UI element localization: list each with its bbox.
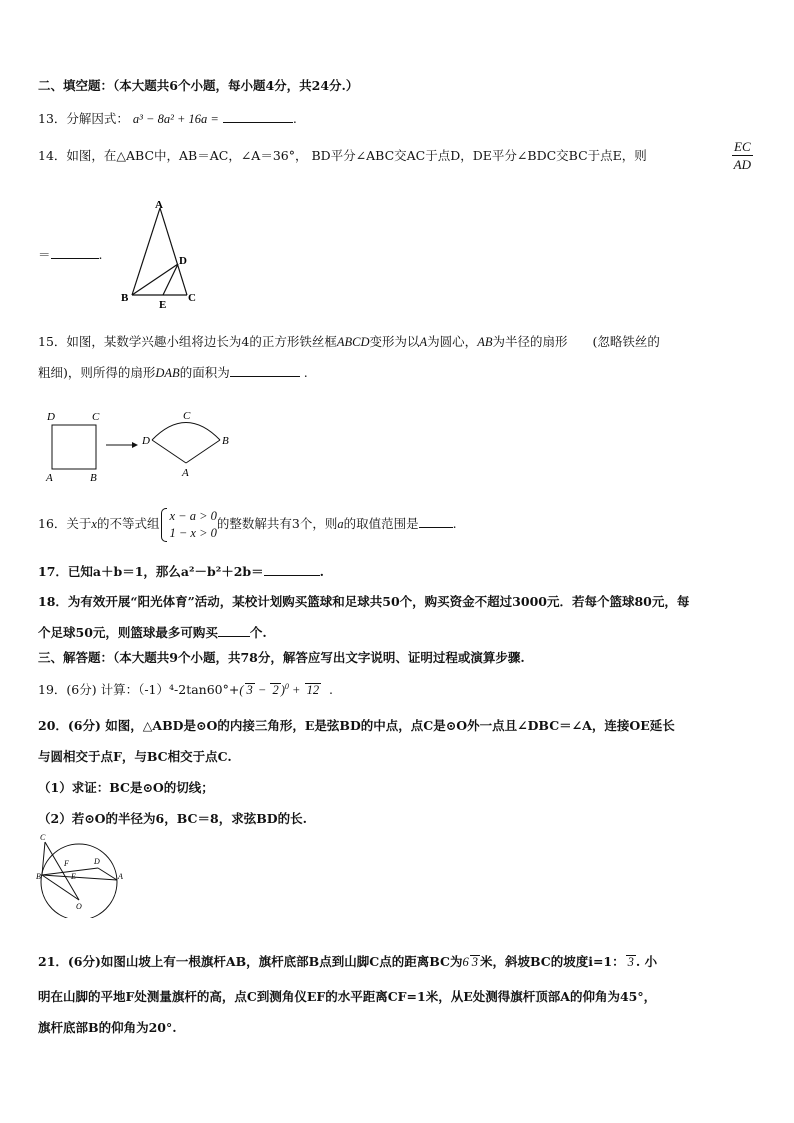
question-18-line1: 18．为有效开展“阳光体育”活动，某校计划购买篮球和足球共50个，购买资金不超过3000元．若每个篮球80元，每 — [38, 594, 690, 609]
q16-inequality-system — [161, 508, 216, 542]
question-20-part1: （1）求证：BC是⊙O的切线； — [38, 780, 214, 795]
q18-answer-blank[interactable] — [218, 624, 250, 637]
label-o: O — [76, 902, 82, 911]
sector-label-a: A — [182, 467, 189, 479]
question-17 — [38, 563, 324, 580]
q16-text-2: 的不等式组 — [96, 516, 160, 531]
q16-text-4: 的取值范围是 — [343, 516, 419, 531]
square-label-c: C — [92, 411, 100, 423]
q14-fraction-denominator: AD — [733, 157, 751, 172]
question-21-line3: 旗杆底部B的仰角为20°. — [38, 1020, 177, 1035]
sector-arc — [152, 423, 220, 441]
q21-slope-ratio: 3 — [627, 955, 634, 969]
label-f: F — [64, 859, 69, 868]
q15-end: . — [303, 365, 308, 380]
square-label-b: B — [90, 472, 97, 484]
label-a: A — [118, 872, 123, 881]
section-heading-fill-in: 二、填空题：（本大题共6个小题，每小题4分，共24分.） — [38, 78, 359, 93]
label-d: D — [94, 857, 100, 866]
question-21-line1 — [38, 954, 657, 970]
question-20-part2: （2）若⊙O的半径为6，BC＝8，求弦BD的长. — [38, 811, 307, 826]
question-21-line2: 明在山脚的平地F处测量旗杆的高，点C到测角仪EF的水平距离CF=1米，从E处测得旗杆顶部A的仰角为45°， — [38, 989, 657, 1004]
edge-ab — [132, 208, 160, 295]
q13-answer-blank[interactable] — [223, 110, 293, 123]
q14-fraction-numerator: EC — [734, 139, 751, 154]
q19-end: . — [329, 682, 334, 697]
segment-bc — [42, 842, 45, 875]
q16-inequality-1: x − a > 0 — [169, 508, 217, 523]
q13-expression: a³ − 8a² + 16a = — [132, 112, 219, 126]
question-14 — [38, 148, 647, 164]
q15-square-to-sector-figure — [40, 405, 240, 485]
sector-label-d: D — [142, 435, 150, 447]
q14-fraction — [728, 138, 753, 173]
label-b: B — [36, 872, 41, 881]
label-b: B — [121, 292, 129, 304]
q15-text-1: 15．如图，某数学兴趣小组将边长为4的正方形铁丝框 — [38, 334, 337, 349]
q16-a: a — [337, 517, 344, 531]
q20-circle-figure — [36, 830, 132, 918]
question-15-line1 — [38, 334, 660, 350]
question-13: 13．分解因式： a³ − 8a² + 16a = . — [38, 111, 297, 126]
q15-text-2: 变形为以 — [369, 334, 420, 349]
q14-equals: ＝ — [38, 247, 51, 262]
q19-text: 19．(6分) 计算：（-1）⁴-2tan60°+ — [38, 682, 240, 697]
square-abcd — [52, 425, 96, 469]
q14-answer-blank[interactable] — [51, 246, 99, 259]
q17-answer-blank[interactable] — [264, 563, 320, 576]
sector-label-c: C — [183, 410, 191, 422]
question-16 — [38, 505, 457, 543]
q21-text-3: . 小 — [635, 954, 658, 969]
edge-ac — [160, 208, 187, 295]
q15-a: A — [419, 335, 428, 349]
sector-radius-ad — [152, 440, 186, 463]
q21-text-1: 21．(6分)如图山坡上有一根旗杆AB，旗杆底部B点到山脚C点的距离BC为 — [38, 954, 463, 969]
q16-x: x — [91, 517, 97, 531]
chord-bd — [42, 868, 98, 875]
question-20-line2: 与圆相交于点F，与BC相交于点C. — [38, 749, 232, 764]
q16-answer-blank[interactable] — [419, 515, 453, 528]
question-19 — [38, 682, 333, 698]
q14-text: 14．如图，在△ABC中，AB＝AC，∠A＝36°， BD平分∠ABC交AC于点D，DE平分∠BDC交BC于点E，则 — [38, 148, 647, 163]
q15-text-4: 为半径的扇形 (忽略铁丝的 — [492, 334, 660, 349]
label-a: A — [155, 199, 163, 211]
question-20-line1: 20．(6分) 如图，△ABD是⊙O的内接三角形，E是弦BD的中点，点C是⊙O外一点且∠DBC＝∠A，连接OE延长 — [38, 718, 675, 733]
q15-answer-blank[interactable] — [230, 364, 300, 377]
q16-text-1: 16．关于 — [38, 516, 92, 531]
q17-text: 17．已知a＋b＝1，那么a²－b²＋2b＝ — [38, 564, 264, 579]
section-heading-solve: 三、解答题：（本大题共9个小题，共78分，解答应写出文字说明、证明过程或演算步骤. — [38, 650, 525, 665]
q16-end: . — [452, 516, 457, 531]
q18-end: 个. — [249, 625, 267, 640]
label-d: D — [179, 255, 187, 267]
sector-label-b: B — [222, 435, 229, 447]
q14-triangle-figure — [115, 198, 205, 310]
q15-text-3: 为圆心， — [427, 334, 478, 349]
question-15-line2 — [38, 364, 308, 381]
q15-ab: AB — [477, 335, 493, 349]
q13-text: 13．分解因式： — [38, 111, 129, 126]
q18-text: 个足球50元，则篮球最多可购买 — [38, 625, 218, 640]
q21-text-2: 米，斜坡BC的坡度i=1： — [479, 954, 625, 969]
q15-dab: DAB — [155, 366, 180, 380]
chord-da — [98, 868, 117, 880]
sector-radius-ab — [186, 440, 220, 463]
q15-abcd: ABCD — [336, 335, 370, 349]
q15-text-6: 的面积为 — [179, 365, 230, 380]
q17-end: . — [319, 564, 325, 579]
q14-answer-line: ＝ . — [38, 247, 103, 262]
square-label-a: A — [46, 472, 53, 484]
label-c: C — [188, 292, 196, 304]
label-e: E — [159, 299, 167, 310]
label-c: C — [40, 833, 46, 842]
q15-text-5: 粗细)，则所得的扇形 — [38, 365, 156, 380]
square-label-d: D — [47, 411, 55, 423]
q16-inequality-2: 1 − x > 0 — [169, 525, 217, 540]
q16-text-3: 的整数解共有3个，则 — [216, 516, 338, 531]
q21-bc-length: 6 3 — [462, 955, 478, 969]
chord-ba — [42, 875, 117, 880]
label-e: E — [71, 872, 76, 881]
q19-radical-expression: ( 3 − 2 )$^0$ + 12 — [239, 682, 320, 697]
question-18-line2 — [38, 624, 267, 641]
arrow-head-icon — [132, 442, 138, 448]
